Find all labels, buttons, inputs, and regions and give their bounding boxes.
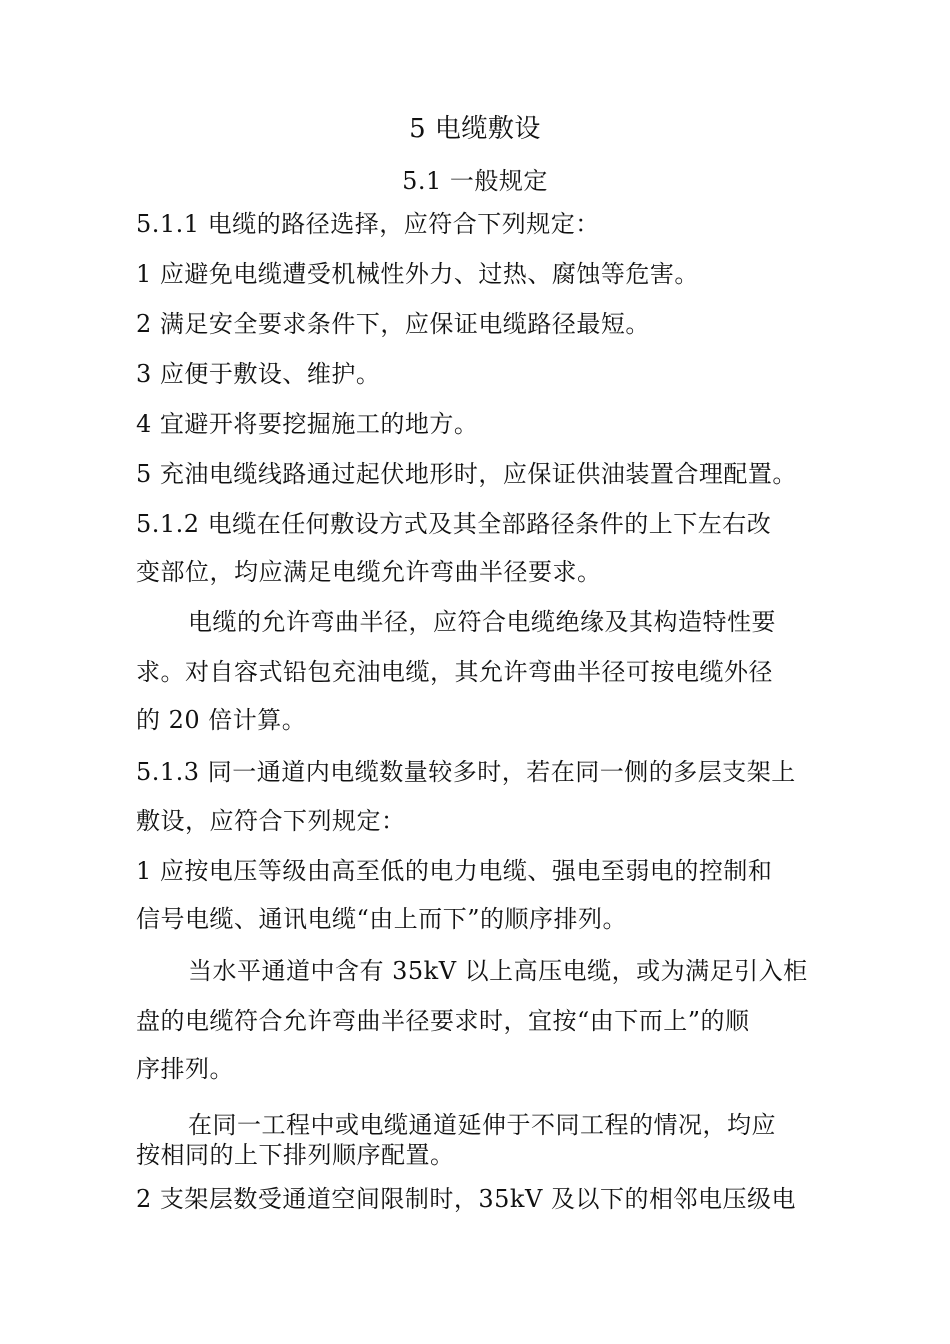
- text-line: 2 支架层数受通道空间限制时，35kV 及以下的相邻电压级电: [136, 1185, 796, 1213]
- text-line: 3 应便于敷设、维护。: [136, 360, 381, 388]
- text-line: 5.1.2 电缆在任何敷设方式及其全部路径条件的上下左右改: [136, 510, 772, 538]
- paragraph-line: 序排列。: [136, 1055, 234, 1083]
- paragraph-line: 盘的电缆符合允许弯曲半径要求时，宜按“由下而上”的顺: [136, 1007, 750, 1035]
- text-line: 1 应避免电缆遭受机械性外力、过热、腐蚀等危害。: [136, 260, 699, 288]
- section-title: 5.1 一般规定: [402, 167, 548, 195]
- paragraph-line: 在同一工程中或电缆通道延伸于不同工程的情况，均应: [188, 1111, 776, 1139]
- text-line: 5.1.3 同一通道内电缆数量较多时，若在同一侧的多层支架上: [136, 758, 796, 786]
- paragraph-line: 电缆的允许弯曲半径，应符合电缆绝缘及其构造特性要: [188, 608, 776, 636]
- text-line: 敷设，应符合下列规定：: [136, 807, 406, 835]
- paragraph-line: 的 20 倍计算。: [136, 706, 307, 734]
- chapter-title: 5 电缆敷设: [409, 114, 541, 144]
- paragraph-line: 求。对自容式铅包充油电缆，其允许弯曲半径可按电缆外径: [136, 658, 773, 686]
- text-line: 2 满足安全要求条件下，应保证电缆路径最短。: [136, 310, 650, 338]
- text-line: 信号电缆、通讯电缆“由上而下”的顺序排列。: [136, 905, 628, 933]
- text-line: 5 充油电缆线路通过起伏地形时，应保证供油装置合理配置。: [136, 460, 797, 488]
- text-line: 变部位，均应满足电缆允许弯曲半径要求。: [136, 558, 602, 586]
- text-line: 1 应按电压等级由高至低的电力电缆、强电至弱电的控制和: [136, 857, 773, 885]
- paragraph-line: 当水平通道中含有 35kV 以上高压电缆，或为满足引入柜: [188, 957, 808, 985]
- text-line: 5.1.1 电缆的路径选择，应符合下列规定：: [136, 210, 600, 238]
- text-line: 4 宜避开将要挖掘施工的地方。: [136, 410, 479, 438]
- paragraph-line: 按相同的上下排列顺序配置。: [136, 1141, 455, 1169]
